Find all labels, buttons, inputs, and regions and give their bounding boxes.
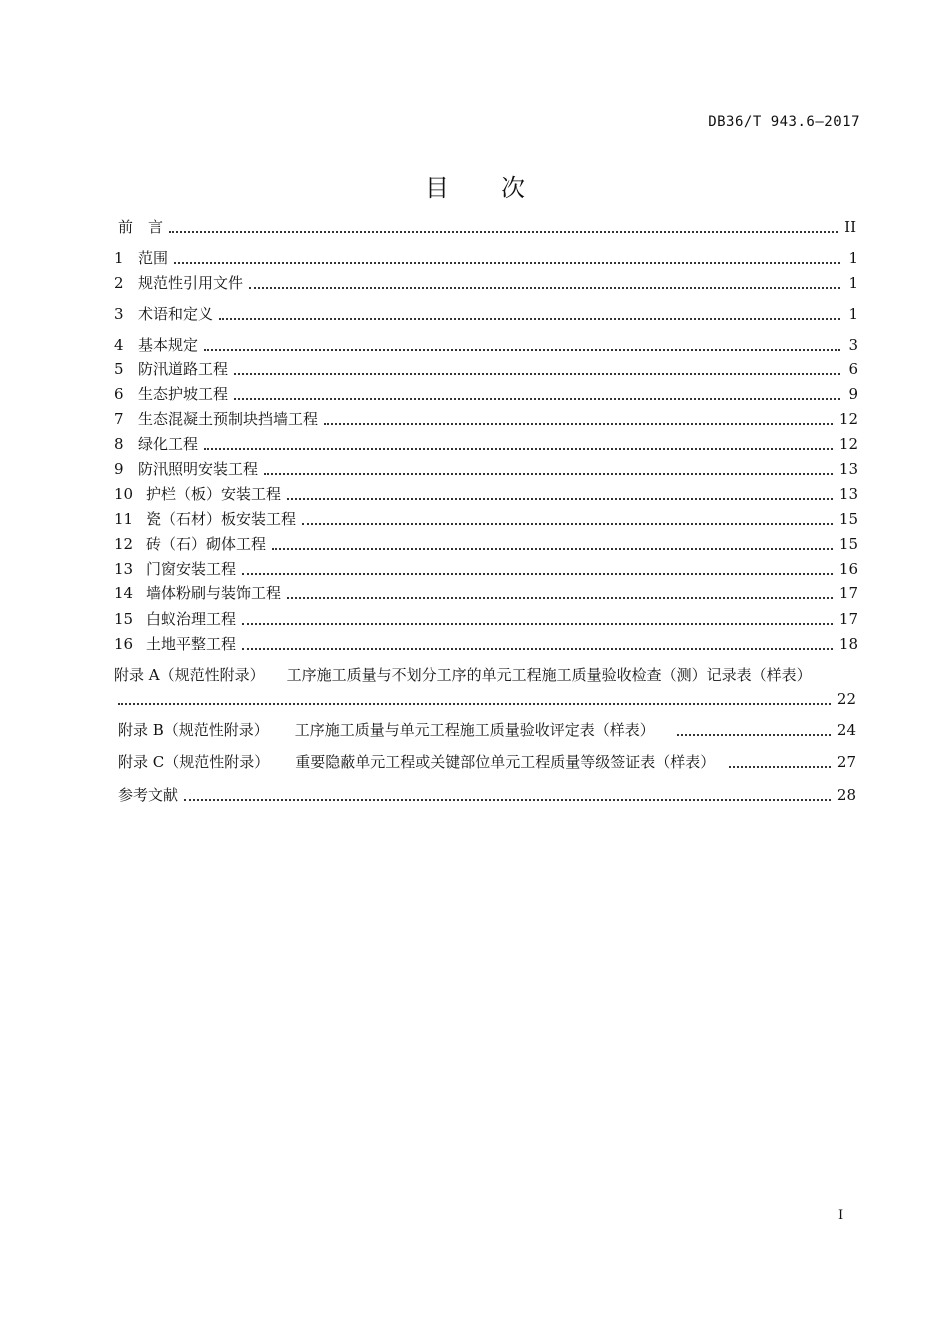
- toc-entry-label: 术语和定义: [138, 305, 214, 323]
- annex-prefix: 附录 A（规范性附录）: [114, 666, 265, 684]
- toc-entry-label: 防汛道路工程: [138, 360, 229, 378]
- annex-prefix: 附录 B（规范性附录）: [118, 721, 269, 739]
- toc-entry-page: 27: [836, 753, 856, 771]
- toc-entry-label: 生态护坡工程: [138, 385, 229, 403]
- toc-entry[interactable]: [114, 383, 858, 405]
- toc-entry-number: 9: [114, 460, 124, 478]
- toc-entry-number: 12: [114, 535, 134, 553]
- dot-leader: [204, 348, 840, 351]
- document-code: DB36/T 943.6—2017: [708, 114, 860, 130]
- toc-entry-label: 防汛照明安装工程: [138, 460, 259, 478]
- toc-entry[interactable]: [114, 433, 858, 455]
- toc-entry-label: 门窗安装工程: [146, 560, 237, 578]
- dot-leader: [184, 798, 831, 801]
- toc-entry-label: 白蚁治理工程: [146, 610, 237, 628]
- toc-entry-label: 砖（石）砌体工程: [146, 535, 267, 553]
- toc-entry-page: 15: [838, 535, 858, 553]
- dot-leader: [242, 622, 833, 625]
- dot-leader: [264, 472, 833, 475]
- toc-entry-page: 18: [838, 635, 858, 653]
- toc-entry-number: 4: [114, 336, 124, 354]
- toc-entry-page: 15: [838, 510, 858, 528]
- toc-entry-number: 7: [114, 410, 124, 428]
- toc-entry[interactable]: [114, 408, 858, 430]
- toc-entry-number: 5: [114, 360, 124, 378]
- dot-leader: [287, 497, 833, 500]
- toc-entry-number: 14: [114, 584, 134, 602]
- toc-entry-page: 28: [836, 786, 856, 804]
- toc-entry-page: 3: [848, 336, 858, 354]
- toc-entry[interactable]: [114, 633, 858, 655]
- annex-prefix: 附录 C（规范性附录）: [118, 753, 270, 771]
- dot-leader: [219, 317, 840, 320]
- toc-entry-page: 22: [836, 690, 856, 708]
- dot-leader: [204, 447, 833, 450]
- toc-entry-page: 6: [848, 360, 858, 378]
- annex-title: 工序施工质量与单元工程施工质量验收评定表（样表）: [294, 721, 655, 739]
- toc-entry-number: 6: [114, 385, 124, 403]
- toc-entry-annex-a-heading[interactable]: [114, 664, 874, 686]
- dot-leader: [234, 397, 840, 400]
- dot-leader: [242, 572, 833, 575]
- toc-entry[interactable]: [114, 458, 858, 480]
- toc-entry-page: 12: [838, 410, 858, 428]
- toc-entry-annex-a-page-line[interactable]: [118, 688, 856, 710]
- dot-leader: [234, 372, 840, 375]
- page-number: I: [838, 1208, 844, 1223]
- toc-entry[interactable]: [114, 272, 858, 294]
- toc-entry-label: 墙体粉刷与装饰工程: [146, 584, 282, 602]
- toc-title: 目次: [425, 174, 577, 202]
- toc-entry-label: 前 言: [118, 218, 164, 236]
- toc-entry-page: 17: [838, 584, 858, 602]
- toc-entry-number: 1: [114, 249, 124, 267]
- dot-leader: [169, 230, 838, 233]
- toc-entry-page: 1: [848, 249, 858, 267]
- dot-leader: [287, 596, 833, 599]
- dot-leader: [174, 261, 840, 264]
- toc-entry[interactable]: [114, 303, 858, 325]
- dot-leader: [118, 702, 831, 705]
- toc-entry-page: 13: [838, 460, 858, 478]
- toc-entry-annex-b[interactable]: [118, 719, 856, 741]
- toc-entry-page: 1: [848, 274, 858, 292]
- dot-leader: [302, 522, 833, 525]
- toc-entry[interactable]: [114, 533, 858, 555]
- dot-leader: [242, 647, 833, 650]
- toc-entry-page: 13: [838, 485, 858, 503]
- toc-entry-page: 16: [838, 560, 858, 578]
- toc-entry-label: 基本规定: [138, 336, 199, 354]
- toc-entry[interactable]: [114, 558, 858, 580]
- toc-entry-number: 10: [114, 485, 134, 503]
- dot-leader: [249, 286, 840, 289]
- toc-entry-label: 护栏（板）安装工程: [146, 485, 282, 503]
- toc-entry-number: 15: [114, 610, 134, 628]
- toc-entry-page: 1: [848, 305, 858, 323]
- toc-entry-number: 11: [114, 510, 134, 528]
- annex-title: 工序施工质量与不划分工序的单元工程施工质量验收检查（测）记录表（样表）: [286, 666, 812, 684]
- toc-entry-number: 2: [114, 274, 124, 292]
- toc-entry[interactable]: [114, 334, 858, 356]
- toc-entry[interactable]: [114, 247, 858, 269]
- toc-entry-number: 8: [114, 435, 124, 453]
- toc-entry-label: 生态混凝土预制块挡墙工程: [138, 410, 319, 428]
- toc-entry-page: 17: [838, 610, 858, 628]
- toc-entry-foreword[interactable]: [118, 216, 856, 238]
- toc-entry-label: 绿化工程: [138, 435, 199, 453]
- toc-entry[interactable]: [114, 582, 858, 604]
- toc-entry-label: 瓷（石材）板安装工程: [146, 510, 297, 528]
- toc-entry-page: II: [844, 218, 856, 236]
- dot-leader: [272, 547, 833, 550]
- toc-entry-page: 24: [836, 721, 856, 739]
- toc-entry-label: 参考文献: [118, 786, 179, 804]
- toc-entry-number: 16: [114, 635, 134, 653]
- toc-entry-label: 规范性引用文件: [138, 274, 244, 292]
- toc-entry-label: 土地平整工程: [146, 635, 237, 653]
- toc-entry-page: 9: [848, 385, 858, 403]
- annex-title: 重要隐蔽单元工程或关键部位单元工程质量等级签证表（样表）: [295, 753, 716, 771]
- toc-entry-number: 3: [114, 305, 124, 323]
- toc-entry-references[interactable]: [118, 784, 856, 806]
- dot-leader: [729, 765, 831, 768]
- toc-entry[interactable]: [114, 508, 858, 530]
- toc-entry[interactable]: [114, 483, 858, 505]
- toc-entry-page: 12: [838, 435, 858, 453]
- toc-entry[interactable]: [114, 358, 858, 380]
- toc-entry-number: 13: [114, 560, 134, 578]
- toc-entry-label: 范围: [138, 249, 169, 267]
- dot-leader: [677, 733, 831, 736]
- toc-entry-annex-c[interactable]: [118, 751, 856, 773]
- dot-leader: [324, 422, 833, 425]
- toc-entry[interactable]: [114, 608, 858, 630]
